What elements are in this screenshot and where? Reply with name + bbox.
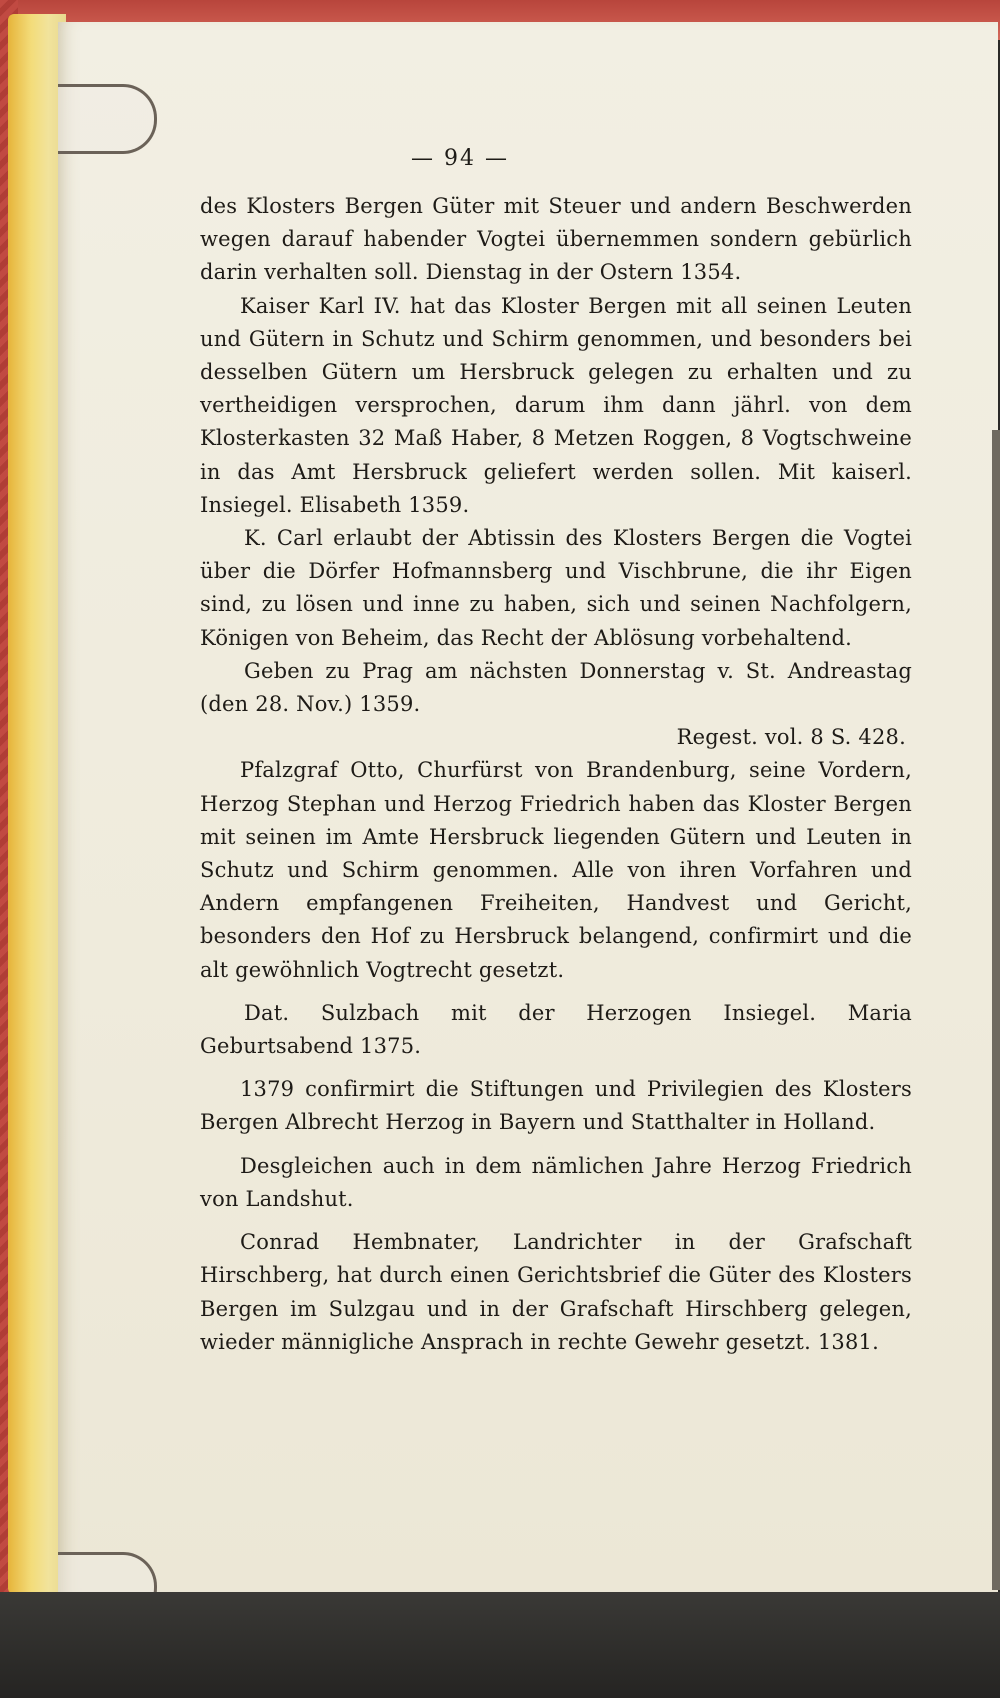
paragraph-9: Conrad Hembnater, Landrichter in der Grafschaft Hirschberg, hat durch einen Gerichtsbrief die Güter des Klosters Bergen im Sulzgau und in der Grafschaft Hirschberg gelegen, wieder männigliche Ansprach in rechte Gewehr gesetzt. 1381. <box>200 1230 912 1354</box>
paragraph-4: Geben zu Prag am nächsten Donnerstag v. St. Andreastag (den 28. Nov.) 1359. <box>200 658 912 717</box>
paragraph-1: des Klosters Bergen Güter mit Steuer und andern Beschwerden wegen darauf habender Vogtei übernemmen sondern gebürlich darin verhalten soll. Dienstag in der Ostern 1354. <box>200 194 912 285</box>
paragraph-5: Pfalzgraf Otto, Churfürst von Brandenburg, seine Vordern, Herzog Stephan und Herzog Friedrich haben das Kloster Bergen mit seinen im Amte Hersbruck liegenden Gütern und Leuten in Schutz und Schirm genommen. Alle von ihren Vorfahren und Andern empfangenen Freiheiten, Handvest und Gericht, besonders den Hof zu Hersbruck belangend, confirmirt und die alt gewöhnlich Vogtrecht gesetzt. <box>200 758 912 982</box>
scan-background <box>0 1592 1000 1698</box>
paragraph-3: K. Carl erlaubt der Abtissin des Klosters Bergen die Vogtei über die Dörfer Hofmannsberg und Vischbrune, die ihr Eigen sind, zu lösen und inne zu haben, sich und seinen Nachfolgern, Königen von Beheim, das Recht der Ablösung vorbehaltend. <box>200 526 912 650</box>
paragraph-6: Dat. Sulzbach mit der Herzogen Insiegel. Maria Geburtsabend 1375. <box>200 1000 912 1059</box>
page-body-text <box>200 190 912 1359</box>
next-page-edge <box>992 430 1000 1590</box>
paragraph-8: Desgleichen auch in dem nämlichen Jahre Herzog Friedrich von Landshut. <box>200 1153 912 1211</box>
page-clip-top <box>58 84 157 154</box>
paragraph-2: Kaiser Karl IV. hat das Kloster Bergen mit all seinen Leuten und Gütern in Schutz und Schirm genommen, und besonders bei desselben Gütern um Hersbruck gelegen zu erhalten und zu vertheidigen versprochen, darum ihm dann jährl. von dem Klosterkasten 32 Maß Haber, 8 Metzen Roggen, 8 Vogtschweine in das Amt Hersbruck geliefert werden sollen. Mit kaiserl. Insiegel. Elisabeth 1359. <box>200 293 912 517</box>
page-number: — 94 — <box>411 146 509 171</box>
paragraph-7: 1379 confirmirt die Stiftungen und Privilegien des Klosters Bergen Albrecht Herzog in Bayern und Statthalter in Holland. <box>200 1077 912 1135</box>
reference-line: Regest. vol. 8 S. 428. <box>676 725 906 750</box>
